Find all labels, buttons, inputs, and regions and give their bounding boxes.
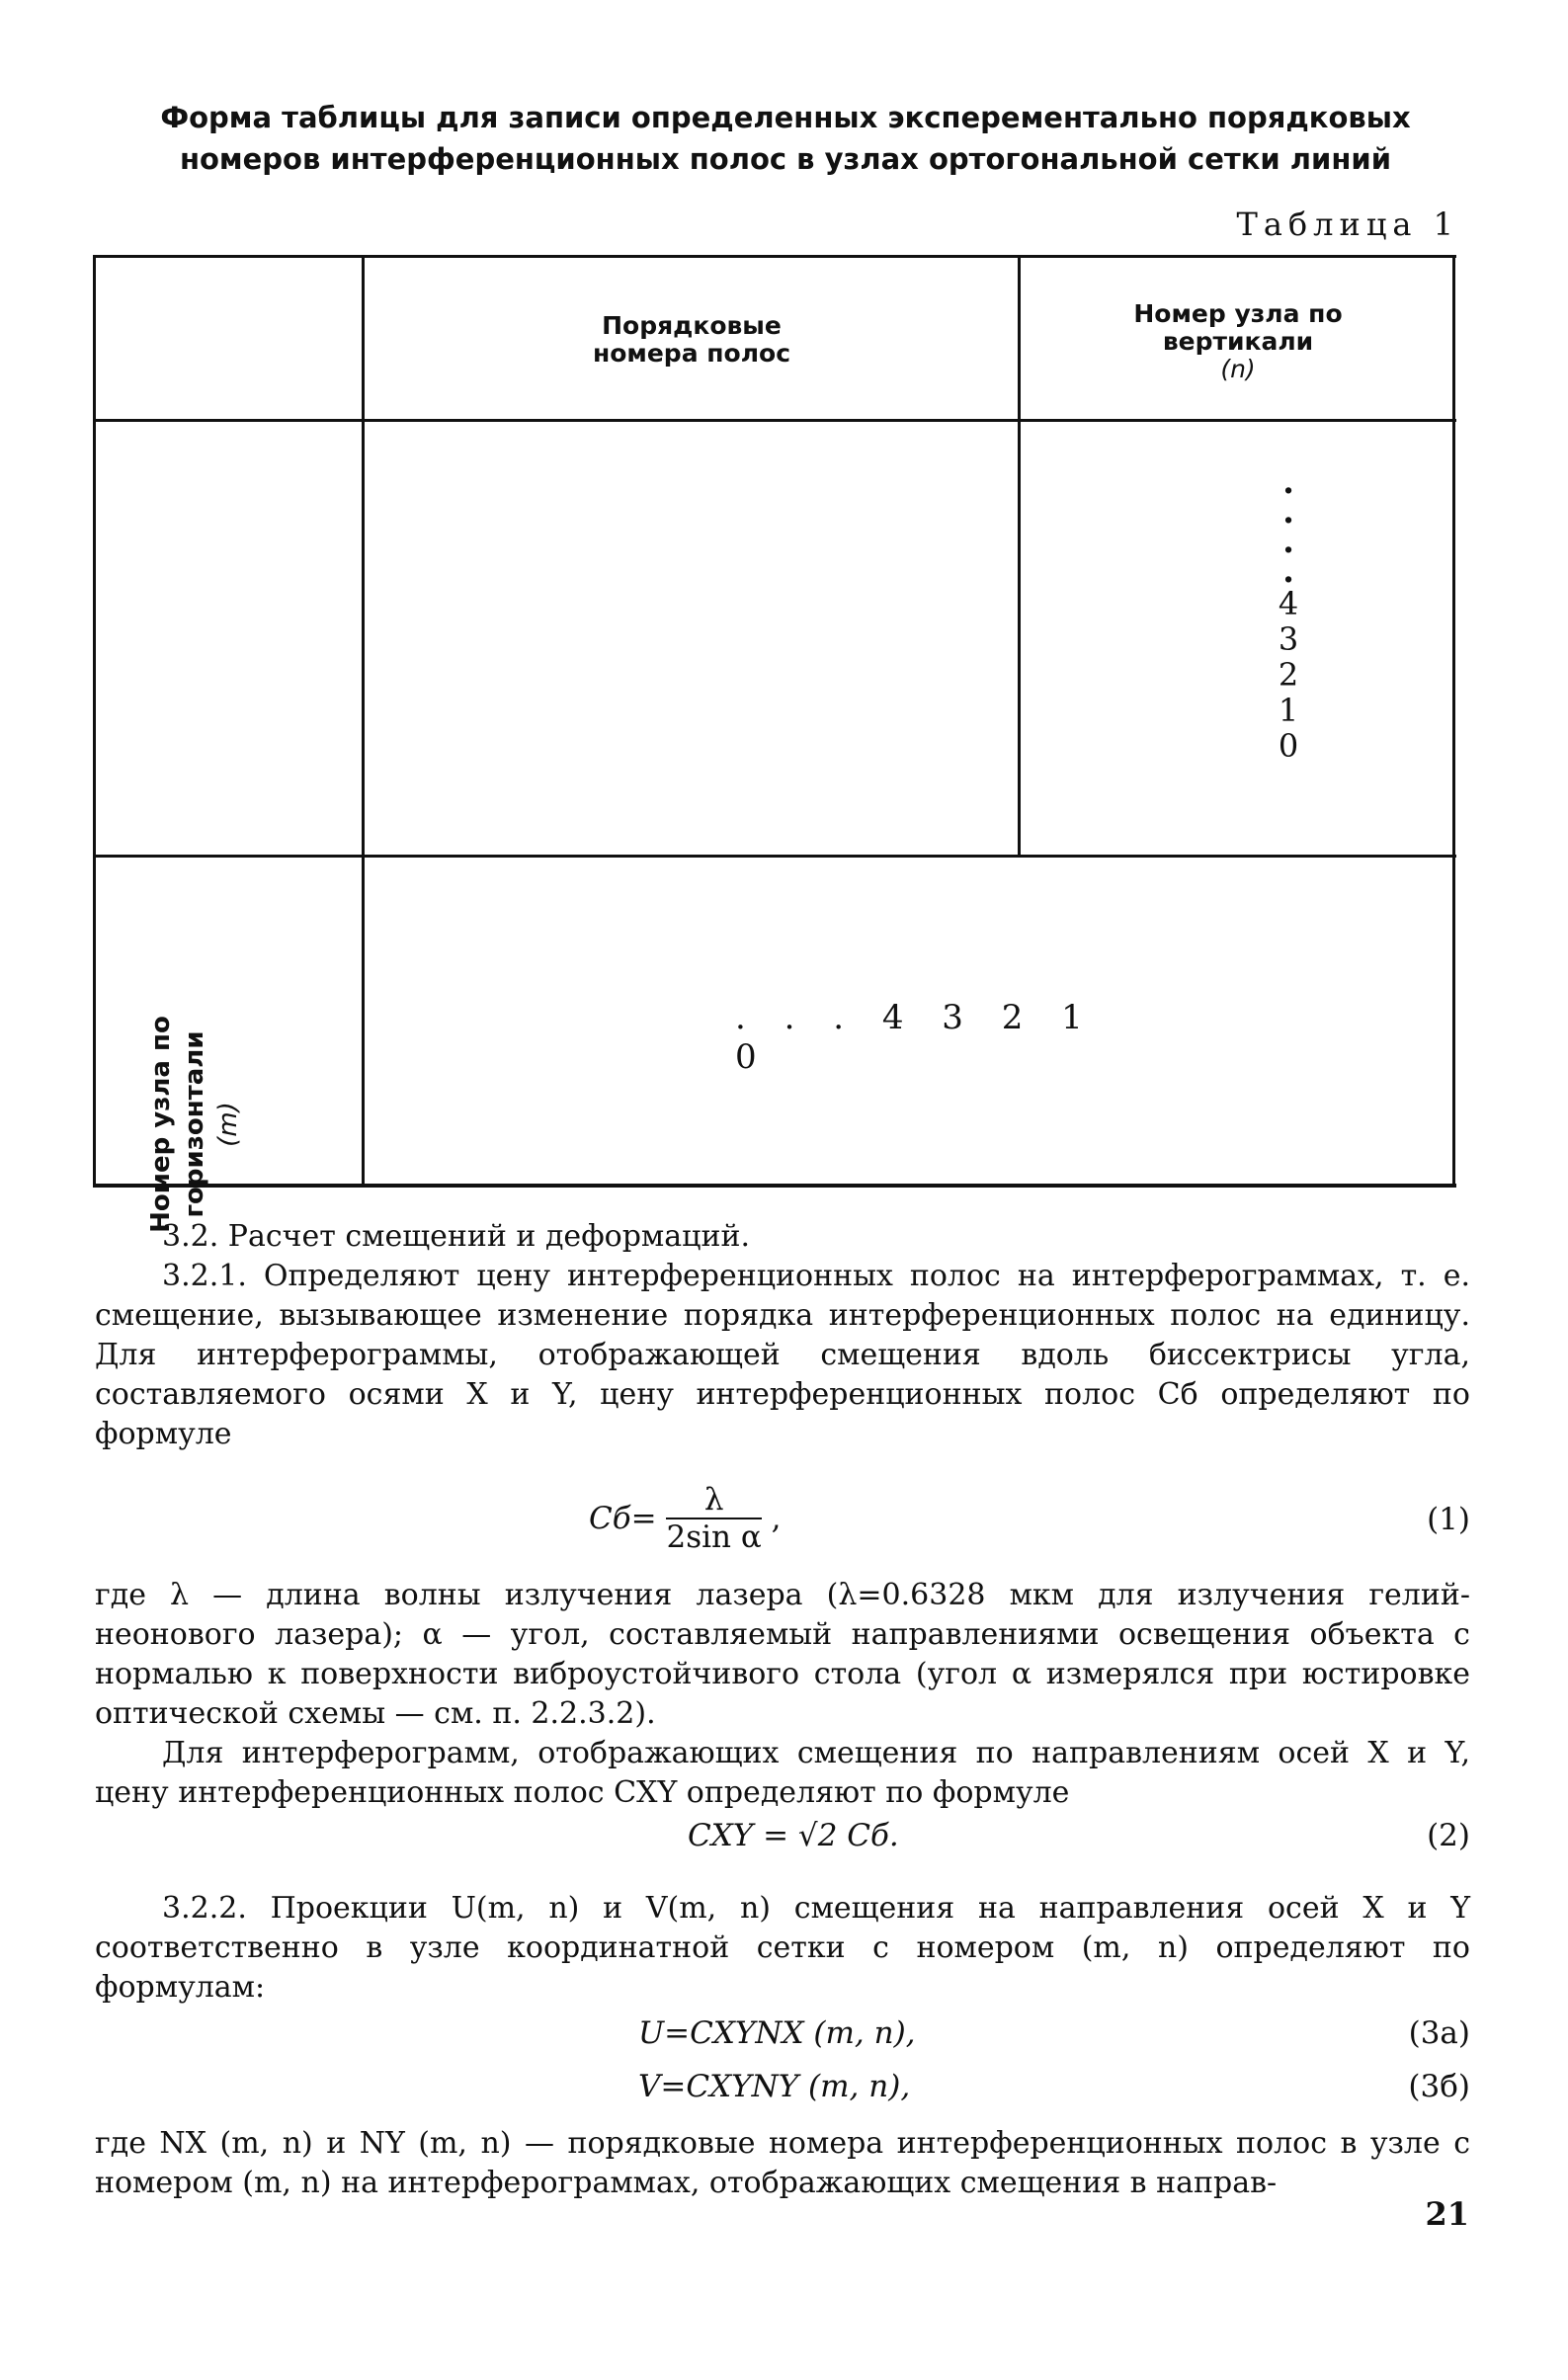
vertical-node-numbers <box>1239 462 1338 765</box>
fringe-order-table <box>93 255 1456 1233</box>
table-col-divider-1 <box>362 255 365 1188</box>
horizontal-header-line-2: горизонтали <box>180 1030 209 1218</box>
horizontal-header-line-1: Номер узла по <box>146 1016 176 1233</box>
where-block <box>95 1576 1470 1813</box>
vertical-header-line-1: Номер узла по <box>1133 299 1343 328</box>
table-top-rule <box>93 255 1456 258</box>
paragraph-where-n: где NX (m, n) и NY (m, n) — порядковые номера интерференционных полос в узле с номером (m, n) на интерферограммах, отображающих смещения в направ- <box>95 2126 1470 2200</box>
vertical-header-line-2: вертикали <box>1162 327 1314 356</box>
table-middle-rule <box>93 855 1456 858</box>
table-label: Таблица 1 <box>1236 205 1459 243</box>
formula-2-number: (2) <box>1427 1818 1470 1853</box>
formula-3a-number: (3a) <box>1408 2015 1470 2051</box>
table-left-border <box>93 255 96 1188</box>
table-bottom-rule <box>93 1184 1456 1188</box>
table-right-border <box>1452 255 1455 1188</box>
formula-2-expression: CXY = √2 Cб. <box>688 1818 899 1853</box>
formula-3b-number: (3б) <box>1408 2069 1470 2104</box>
vertical-dot: . <box>1282 522 1294 561</box>
section-3-2 <box>95 1217 1470 1454</box>
last-paragraph-block <box>95 2124 1470 2203</box>
section-3-2-2 <box>95 1889 1470 2008</box>
vertical-num: 0 <box>1278 727 1299 765</box>
table-col-divider-2 <box>1018 255 1021 856</box>
formula-1-number: (1) <box>1427 1502 1470 1537</box>
vertical-num: 4 <box>1278 585 1299 622</box>
paragraph-where-lambda: где λ — длина волны излучения лазера (λ=0.6328 мкм для излучения гелий-неонового лазера); α — угол, составляемый направлениями освещения объекта с нормалью к поверхности виброустойчивого стола (угол α измерялся при юстировке оптической схемы — см. п. 2.2.3.2). <box>95 1578 1470 1731</box>
formula-1 <box>95 1482 1470 1555</box>
vertical-dot: . <box>1282 492 1294 532</box>
formula-1-numerator: λ <box>666 1482 761 1519</box>
formula-1-tail: , <box>771 1501 782 1536</box>
vertical-header-line-3: (n) <box>1220 355 1256 383</box>
horizontal-node-numbers: . . . 4 3 2 1 0 <box>735 998 1097 1077</box>
formula-3a-expression: U=CXYNX (m, n), <box>638 2015 916 2051</box>
formula-3b-expression: V=CXYNY (m, n), <box>638 2069 911 2104</box>
formula-1-lhs: Cб= <box>589 1501 657 1536</box>
vertical-dot: . <box>1282 551 1294 591</box>
vertical-dot: . <box>1282 462 1294 502</box>
heading-line-1: Форма таблицы для записи определенных эксперементально порядковых <box>160 101 1411 134</box>
formula-3b <box>95 2069 1470 2118</box>
page-number: 21 <box>1425 2195 1469 2233</box>
heading-line-2: номеров интерференционных полос в узлах ортогональной сетки линий <box>179 142 1392 176</box>
col-header-fringe-orders <box>370 312 1014 368</box>
formula-3a <box>95 2015 1470 2065</box>
formula-1-expression <box>589 1482 782 1555</box>
table-header-rule <box>93 419 1456 422</box>
vertical-node-header <box>1026 300 1450 383</box>
formula-1-denominator: 2sin α <box>666 1519 762 1555</box>
col-header-text: Порядковые номера полос <box>592 311 791 368</box>
section-title: 3.2. Расчет смещений и деформаций. <box>162 1219 750 1254</box>
paragraph-xy-price: Для интерферограмм, отображающих смещения по направлениям осей X и Y, цену интерференционных полос CXY определяют по формуле <box>95 1736 1470 1810</box>
vertical-num: 1 <box>1278 692 1299 729</box>
formula-1-fraction <box>666 1482 761 1555</box>
horizontal-header-line-3: (m) <box>213 1102 243 1147</box>
vertical-num: 2 <box>1278 656 1299 694</box>
vertical-num: 3 <box>1278 620 1299 658</box>
page-heading <box>99 97 1472 180</box>
formula-2 <box>95 1818 1470 1867</box>
paragraph-3-2-2: 3.2.2. Проекции U(m, n) и V(m, n) смещения на направления осей X и Y соответственно в узле координатной сетки с номером (m, n) определяют по формулам: <box>95 1891 1470 2005</box>
paragraph-3-2-1: 3.2.1. Определяют цену интерференционных полос на интерферограммах, т. е. смещение, вызывающее изменение порядка интерференционных полос на единицу. Для интерферограммы, отображающей смещения вдоль биссектрисы угла, составляемого осями X и Y, цену интерференционных полос Cб определяют по формуле <box>95 1259 1470 1451</box>
